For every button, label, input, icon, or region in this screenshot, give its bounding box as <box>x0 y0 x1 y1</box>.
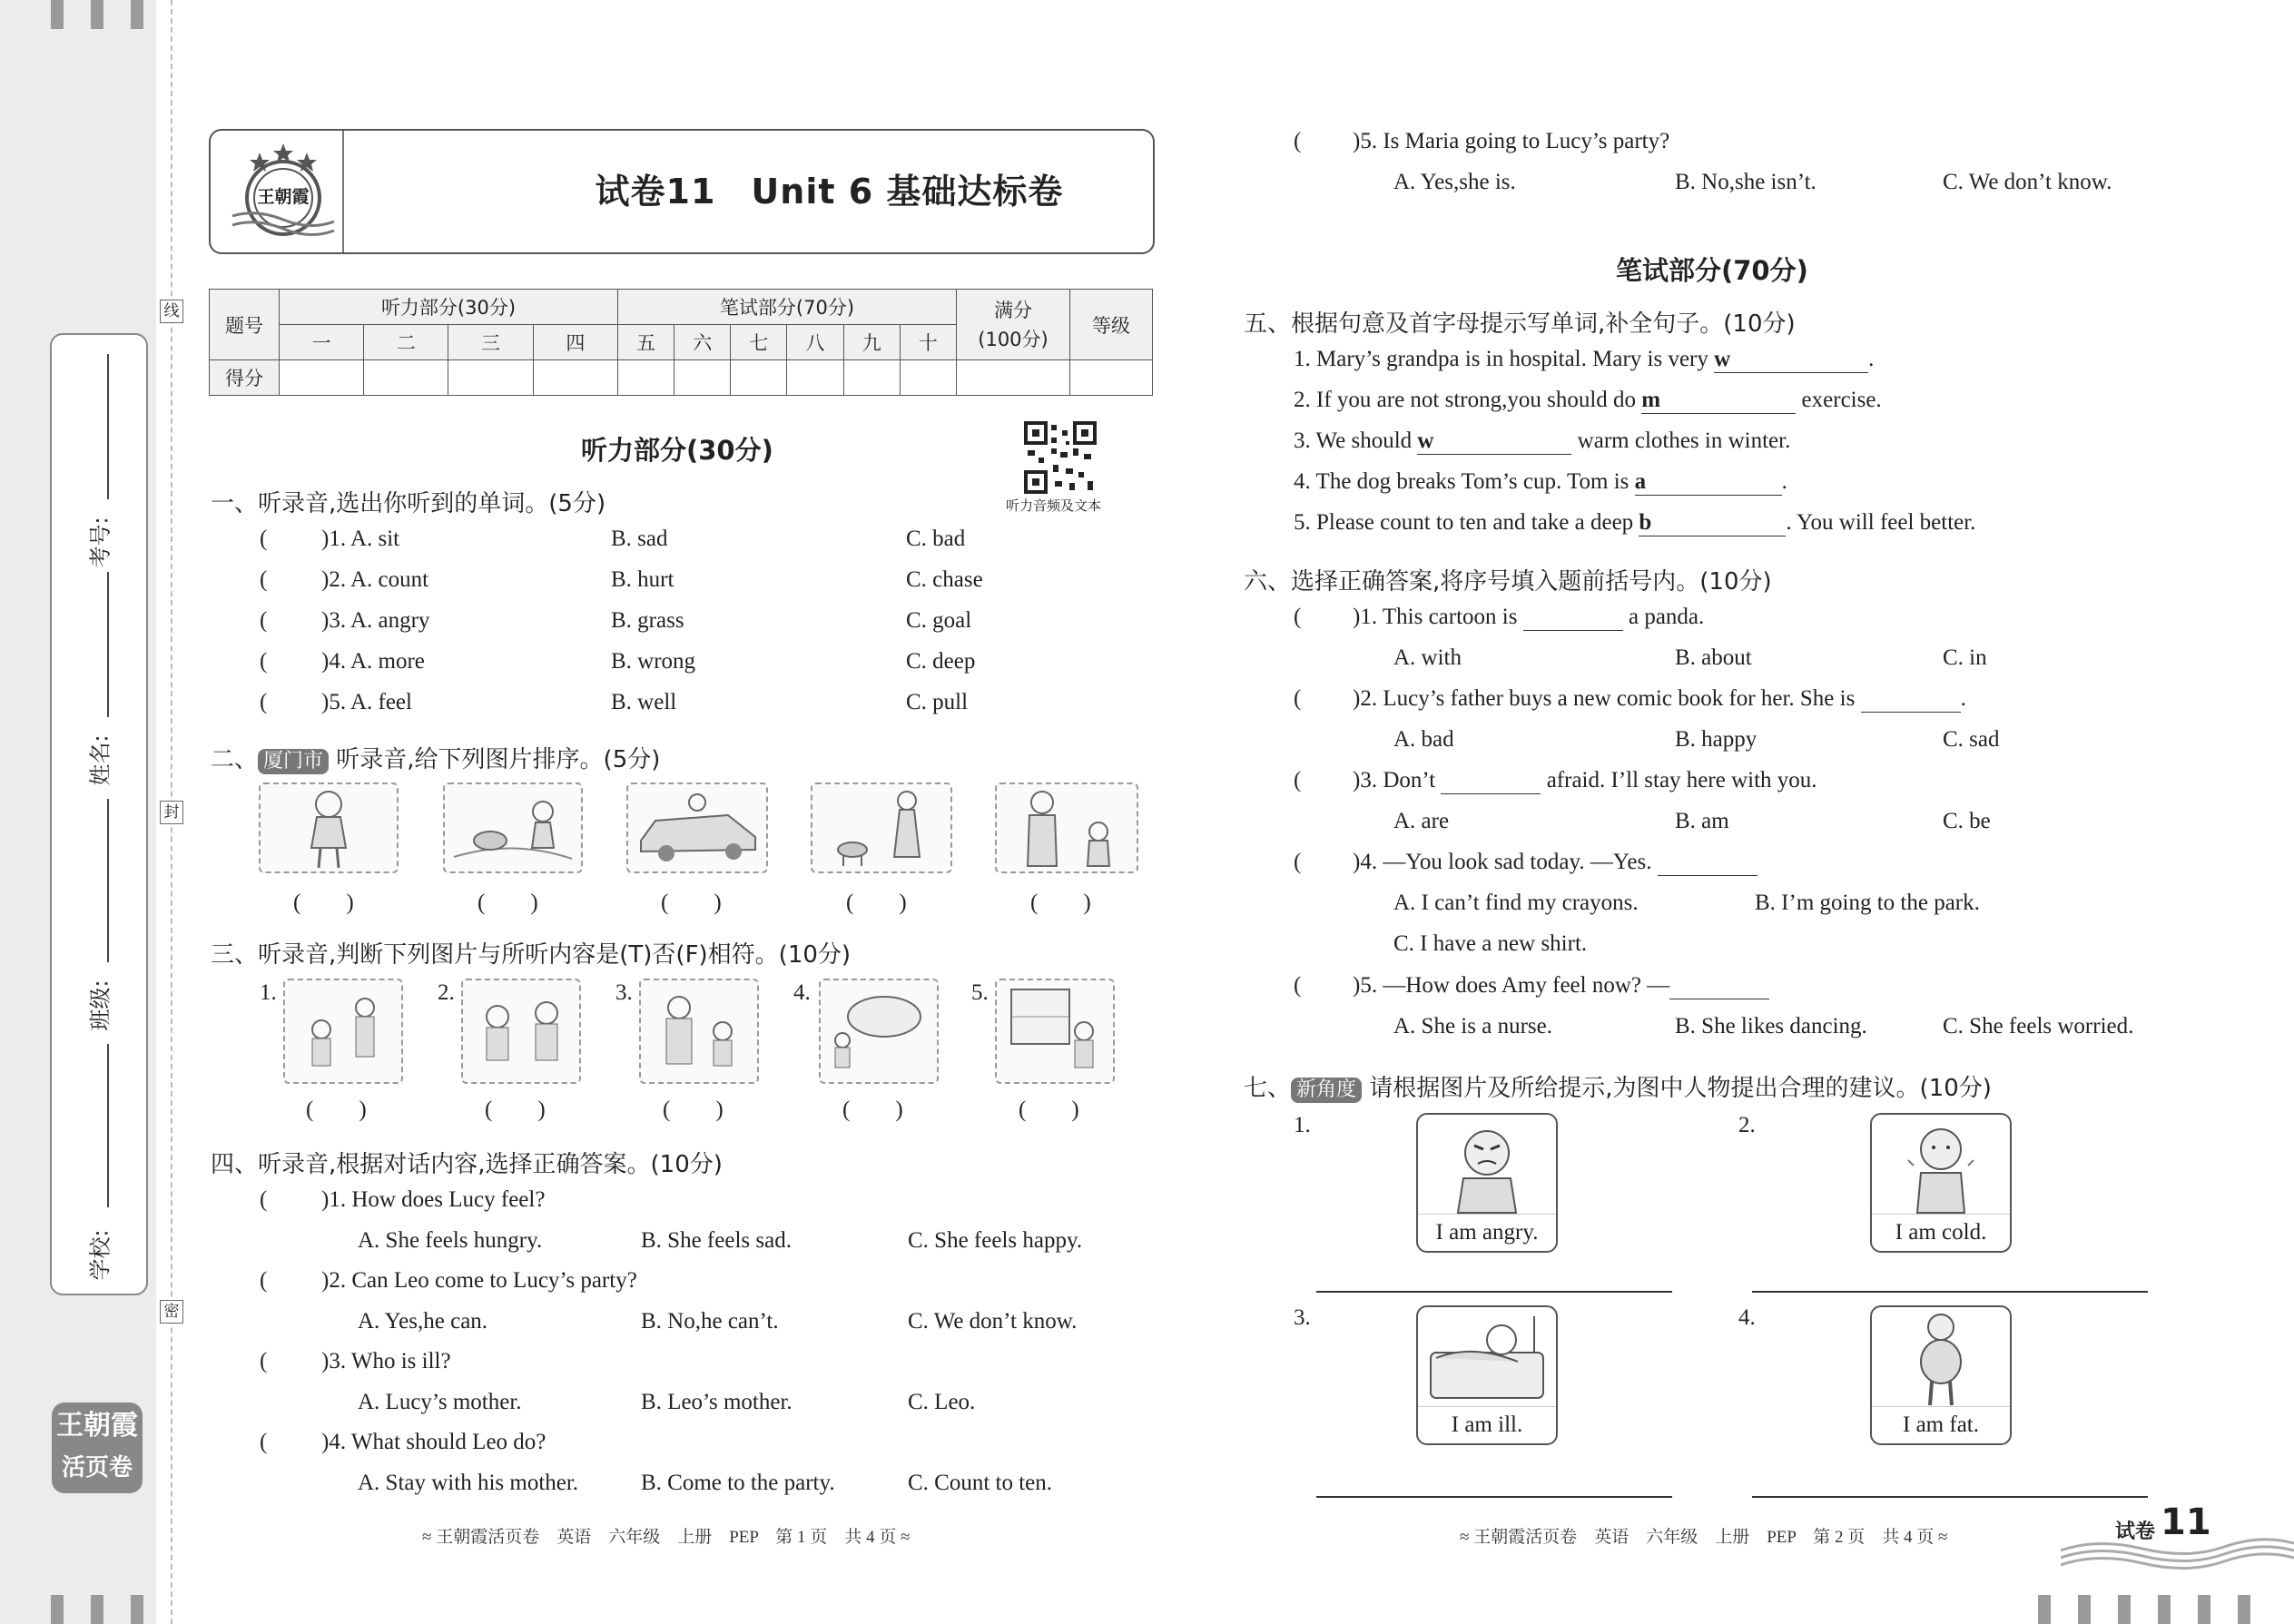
s5-item-3-post: warm clothes in winter. <box>1571 428 1791 453</box>
score-cell[interactable] <box>731 360 787 396</box>
s1-q3: )3. A. angry <box>321 608 430 633</box>
s4-q2: )2. Can Leo come to Lucy’s party? <box>321 1268 637 1293</box>
s4-q3-a: A. Lucy’s mother. <box>358 1390 522 1414</box>
picture-girl <box>259 782 399 873</box>
s6-q2-post: . <box>1960 686 1966 711</box>
s3-picture-4 <box>819 979 939 1084</box>
s5-item-5 <box>1294 510 1975 536</box>
score-cell[interactable] <box>533 360 617 396</box>
s6-q3-c: C. be <box>1943 809 1991 833</box>
s6-paren: ( <box>1294 973 1302 998</box>
s1-q1-c: C. bad <box>906 527 966 551</box>
score-table-total-line2: (100分) <box>978 328 1049 350</box>
s6-paren: ( <box>1294 768 1302 792</box>
footer-right: ≈ 王朝霞活页卷 英语 六年级 上册 PEP 第 2 页 共 4 页 ≈ <box>1460 1528 1948 1547</box>
s6-q4-pre: )4. —You look sad today. —Yes. <box>1353 850 1658 874</box>
score-cell[interactable] <box>957 360 1070 396</box>
name-field[interactable] <box>107 572 109 717</box>
s7-answer-line-3[interactable] <box>1316 1496 1672 1498</box>
s1-paren: ( <box>260 608 268 633</box>
brand-badge-top: 王朝霞 <box>56 1410 138 1442</box>
s6-q2-blank[interactable] <box>1861 686 1961 713</box>
s7-card-ill-caption: I am ill. <box>1418 1406 1556 1443</box>
s6-q1-blank[interactable] <box>1523 605 1623 631</box>
s6-paren: ( <box>1294 686 1302 711</box>
picture-woman-dog <box>811 782 952 873</box>
s6-q2-c: C. sad <box>1943 727 2000 752</box>
score-table-listening: 听力部分(30分) <box>280 290 618 325</box>
s5-item-3 <box>1294 428 1790 455</box>
order-paren[interactable]: ( ) <box>661 891 722 915</box>
brand-badge <box>52 1403 143 1493</box>
brand-badge-bottom: 活页卷 <box>61 1454 133 1481</box>
s1-q5: )5. A. feel <box>321 690 412 714</box>
score-table-col: 六 <box>674 325 731 360</box>
s1-q3-c: C. goal <box>906 608 972 633</box>
s1-paren: ( <box>260 527 268 551</box>
score-cell[interactable] <box>448 360 533 396</box>
s7-num-3: 3. <box>1294 1305 1311 1330</box>
student-info-box <box>50 333 148 1295</box>
s6-q1-b: B. about <box>1675 645 1752 670</box>
section6-title: 六、选择正确答案,将序号填入题前括号内。(10分) <box>1244 568 1772 595</box>
score-table-no-label: 题号 <box>210 290 280 360</box>
seal-char-seal: 封 <box>160 801 183 824</box>
qr-caption: 听力音频及文本 <box>1006 497 1102 514</box>
edge-mark <box>2198 1595 2210 1624</box>
s5-item-2 <box>1294 388 1882 414</box>
edge-mark <box>2238 1595 2250 1624</box>
region-tag: 厦门市 <box>258 749 329 774</box>
s4-q2-a: A. Yes,he can. <box>358 1309 488 1334</box>
s3-num: 4. <box>793 980 811 1005</box>
score-table <box>209 289 1153 396</box>
s6-q4-c: C. I have a new shirt. <box>1393 931 1588 956</box>
s6-q2-a: A. bad <box>1393 727 1454 752</box>
s3-num: 2. <box>438 980 455 1005</box>
s1-q1-b: B. sad <box>611 527 668 551</box>
score-table-col: 八 <box>787 325 843 360</box>
s4-q5: )5. Is Maria going to Lucy’s party? <box>1353 129 1670 153</box>
s6-q2-b: B. happy <box>1675 727 1757 752</box>
s1-q1: )1. A. sit <box>321 527 400 551</box>
exam-header <box>209 129 1155 254</box>
school-label: 学校: <box>87 1229 113 1281</box>
s5-item-4-pre: 4. The dog breaks Tom’s cup. Tom is <box>1294 469 1635 494</box>
score-table-col: 二 <box>364 325 448 360</box>
s4-q2-b: B. No,he can’t. <box>641 1309 779 1334</box>
score-cell[interactable] <box>674 360 731 396</box>
name-label: 姓名: <box>87 734 113 786</box>
order-paren[interactable]: ( ) <box>846 891 907 915</box>
s3-picture-5 <box>995 979 1115 1084</box>
s1-q2-c: C. chase <box>906 567 983 592</box>
class-label: 班级: <box>87 979 113 1031</box>
s4-q5-b: B. No,she isn’t. <box>1675 170 1816 194</box>
s5-item-4 <box>1294 469 1787 496</box>
s5-blank-2-letter: m <box>1641 388 1661 412</box>
s4-q5-c: C. We don’t know. <box>1943 170 2112 194</box>
s6-q5-c: C. She feels worried. <box>1943 1014 2134 1038</box>
s5-blank-2[interactable] <box>1641 388 1796 414</box>
s6-q1-post: a panda. <box>1622 605 1705 629</box>
s4-q4-b: B. Come to the party. <box>641 1471 835 1495</box>
s3-picture-1 <box>283 979 403 1084</box>
publisher-seal-text: 王朝霞 <box>257 187 310 207</box>
s1-q5-c: C. pull <box>906 690 969 714</box>
s6-q3 <box>1353 768 1817 794</box>
score-cell[interactable] <box>617 360 674 396</box>
s6-paren: ( <box>1294 850 1302 874</box>
tf-paren[interactable]: ( ) <box>663 1097 724 1122</box>
writing-heading: 笔试部分(70分) <box>1616 255 1808 286</box>
exam-no-field[interactable] <box>107 354 109 499</box>
s7-card-cold <box>1870 1113 2012 1253</box>
section2-title <box>211 741 660 774</box>
school-field[interactable] <box>107 1044 109 1207</box>
s1-paren: ( <box>260 649 268 674</box>
s6-q5-a: A. She is a nurse. <box>1393 1014 1552 1038</box>
s1-q2: )2. A. count <box>321 567 429 592</box>
s6-q5-pre: )5. —How does Amy feel now? — <box>1353 973 1670 998</box>
exam-no-label: 考号: <box>87 517 113 568</box>
s4-q1: )1. How does Lucy feel? <box>321 1187 546 1212</box>
edge-mark <box>91 0 103 29</box>
edge-mark <box>91 1595 103 1624</box>
s6-q5 <box>1353 973 1769 999</box>
footer-left: ≈ 王朝霞活页卷 英语 六年级 上册 PEP 第 1 页 共 4 页 ≈ <box>422 1528 911 1547</box>
s6-q1-a: A. with <box>1393 645 1462 670</box>
new-angle-tag: 新角度 <box>1291 1078 1362 1103</box>
picture-car <box>626 782 768 873</box>
s4-q1-b: B. She feels sad. <box>641 1228 792 1253</box>
s4-q4-c: C. Count to ten. <box>908 1471 1053 1495</box>
section4-title: 四、听录音,根据对话内容,选择正确答案。(10分) <box>211 1151 723 1178</box>
s6-q1-c: C. in <box>1943 645 1987 670</box>
s5-item-4-post: . <box>1781 469 1787 494</box>
score-table-col: 七 <box>731 325 787 360</box>
s5-item-5-post: . You will feel better. <box>1786 510 1976 535</box>
s1-q4: )4. A. more <box>321 649 425 674</box>
edge-mark <box>51 0 64 29</box>
s6-paren: ( <box>1294 605 1302 629</box>
s6-q3-blank[interactable] <box>1441 768 1541 794</box>
tf-paren[interactable]: ( ) <box>485 1097 546 1122</box>
s6-q4 <box>1353 850 1757 876</box>
s3-num: 1. <box>260 980 277 1005</box>
tf-paren[interactable]: ( ) <box>1019 1097 1079 1122</box>
score-table-total <box>957 290 1070 360</box>
s6-q1-pre: )1. This cartoon is <box>1353 605 1523 629</box>
s5-item-2-post: exercise. <box>1796 388 1882 412</box>
score-cell[interactable] <box>900 360 956 396</box>
s4-q3-b: B. Leo’s mother. <box>641 1390 793 1414</box>
s7-num-1: 1. <box>1294 1113 1311 1137</box>
score-table-col: 九 <box>843 325 900 360</box>
tf-paren[interactable]: ( ) <box>842 1097 903 1122</box>
section3-title: 三、听录音,判断下列图片与所听内容是(T)否(F)相符。(10分) <box>211 941 852 969</box>
exam-title: 试卷11 Unit 6 基础达标卷 <box>595 172 1064 212</box>
edge-mark <box>2078 1595 2091 1624</box>
s5-blank-1[interactable] <box>1714 347 1868 373</box>
footer-left-text: 王朝霞活页卷 英语 六年级 上册 PEP 第 1 页 共 4 页 <box>436 1528 897 1547</box>
section2-text: 听录音,给下列图片排序。(5分) <box>336 746 661 773</box>
s4-paren: ( <box>260 1268 268 1293</box>
score-cell[interactable] <box>280 360 364 396</box>
s6-q2 <box>1353 686 1966 713</box>
s5-blank-4[interactable] <box>1635 469 1782 496</box>
score-table-col: 三 <box>448 325 533 360</box>
s4-q3-c: C. Leo. <box>908 1390 976 1414</box>
s1-paren: ( <box>260 690 268 714</box>
picture-man-boy <box>995 782 1138 873</box>
section1-title: 一、听录音,选出你听到的单词。(5分) <box>211 490 606 517</box>
s4-q1-a: A. She feels hungry. <box>358 1228 543 1253</box>
edge-mark <box>2118 1595 2131 1624</box>
s4-paren: ( <box>260 1349 268 1373</box>
score-table-grade: 等级 <box>1070 290 1153 360</box>
score-cell[interactable] <box>787 360 843 396</box>
s6-q3-pre: )3. Don’t <box>1353 768 1442 792</box>
s3-picture-3 <box>639 979 759 1084</box>
score-table-col: 十 <box>900 325 956 360</box>
s4-paren: ( <box>260 1187 268 1212</box>
s4-paren: ( <box>260 1430 268 1454</box>
score-table-score-label: 得分 <box>210 360 280 396</box>
class-field[interactable] <box>107 799 109 962</box>
s7-num-4: 4. <box>1738 1305 1756 1330</box>
s7-card-ill <box>1416 1305 1558 1445</box>
s3-num: 3. <box>615 980 633 1005</box>
s4-q1-c: C. She feels happy. <box>908 1228 1083 1253</box>
order-paren[interactable]: ( ) <box>478 891 538 915</box>
header-divider <box>342 131 344 252</box>
score-table-col: 四 <box>533 325 617 360</box>
s7-card-cold-caption: I am cold. <box>1872 1214 2010 1251</box>
score-table-writing: 笔试部分(70分) <box>617 290 956 325</box>
score-cell[interactable] <box>1070 360 1153 396</box>
s3-num: 5. <box>971 980 989 1005</box>
s6-q5-blank[interactable] <box>1669 973 1769 999</box>
s1-q5-b: B. well <box>611 690 677 714</box>
order-paren[interactable]: ( ) <box>293 891 354 915</box>
s5-item-1-post: . <box>1868 347 1875 371</box>
page-badge <box>2061 1498 2294 1570</box>
s5-item-3-pre: 3. We should <box>1294 428 1418 453</box>
s7-answer-line-2[interactable] <box>1752 1291 2148 1293</box>
s7-card-fat-caption: I am fat. <box>1872 1406 2010 1443</box>
s7-card-angry-caption: I am angry. <box>1418 1214 1556 1251</box>
s6-q4-blank[interactable] <box>1658 850 1757 876</box>
section7-prefix: 七、 <box>1244 1075 1292 1102</box>
s7-num-2: 2. <box>1738 1113 1756 1137</box>
s4-q4: )4. What should Leo do? <box>321 1430 546 1454</box>
s5-blank-3[interactable] <box>1417 428 1571 455</box>
s6-q3-post: afraid. I’ll stay here with you. <box>1541 768 1817 792</box>
s6-q3-a: A. are <box>1393 809 1450 833</box>
score-cell[interactable] <box>364 360 448 396</box>
s1-q4-c: C. deep <box>906 649 976 674</box>
seal-char-line: 线 <box>160 300 183 323</box>
s5-item-5-pre: 5. Please count to ten and take a deep <box>1294 510 1639 535</box>
s1-q2-b: B. hurt <box>611 567 674 592</box>
section2-prefix: 二、 <box>211 746 259 773</box>
s6-q4-b: B. I’m going to the park. <box>1755 891 1980 915</box>
s1-q3-b: B. grass <box>611 608 684 633</box>
seal-char-secret: 密 <box>160 1300 183 1324</box>
s6-q5-b: B. She likes dancing. <box>1675 1014 1867 1038</box>
s6-q4-a: A. I can’t find my crayons. <box>1393 891 1639 915</box>
s6-q3-b: B. am <box>1675 809 1729 833</box>
score-cell[interactable] <box>843 360 900 396</box>
s7-card-fat <box>1870 1305 2012 1445</box>
s4-q5-a: A. Yes,she is. <box>1393 170 1516 194</box>
edge-mark <box>2158 1595 2171 1624</box>
s5-item-2-pre: 2. If you are not strong,you should do <box>1294 388 1642 412</box>
publisher-seal <box>229 140 338 241</box>
s6-q2-pre: )2. Lucy’s father buys a new comic book for her. She is <box>1353 686 1861 711</box>
score-table-total-line1: 满分 <box>994 299 1032 321</box>
s5-item-1 <box>1294 347 1874 373</box>
s4-q2-c: C. We don’t know. <box>908 1309 1078 1334</box>
edge-mark <box>51 1595 64 1624</box>
footer-right-text: 王朝霞活页卷 英语 六年级 上册 PEP 第 2 页 共 4 页 <box>1473 1528 1935 1547</box>
s5-blank-5[interactable] <box>1639 510 1786 536</box>
qr-code[interactable] <box>1024 421 1097 494</box>
s5-item-1-pre: 1. Mary’s grandpa is in hospital. Mary is very <box>1294 347 1715 371</box>
edge-mark <box>2038 1595 2051 1624</box>
s4-q4-a: A. Stay with his mother. <box>358 1471 579 1495</box>
s5-blank-5-letter: b <box>1639 510 1652 535</box>
s7-card-angry <box>1416 1113 1558 1253</box>
edge-mark <box>131 0 143 29</box>
s1-q4-b: B. wrong <box>611 649 696 674</box>
page-badge-number: 11 <box>2161 1501 2211 1543</box>
s4-q3: )3. Who is ill? <box>321 1349 451 1373</box>
section7-title <box>1244 1069 1992 1103</box>
s7-answer-line-1[interactable] <box>1316 1291 1672 1293</box>
s3-picture-2 <box>461 979 581 1084</box>
s4-paren: ( <box>1294 129 1302 153</box>
tf-paren[interactable]: ( ) <box>306 1097 367 1122</box>
score-table-col: 五 <box>617 325 674 360</box>
listening-heading: 听力部分(30分) <box>581 435 773 466</box>
s5-blank-3-letter: w <box>1417 428 1434 453</box>
page-badge-label: 试卷 <box>2115 1521 2156 1543</box>
s5-blank-4-letter: a <box>1634 469 1647 494</box>
s5-blank-1-letter: w <box>1714 347 1731 371</box>
edge-mark <box>131 1595 143 1624</box>
score-table-col: 一 <box>280 325 364 360</box>
picture-dog-chase <box>443 782 583 873</box>
s1-paren: ( <box>260 567 268 592</box>
section5-title: 五、根据句意及首字母提示写单词,补全句子。(10分) <box>1244 310 1796 338</box>
order-paren[interactable]: ( ) <box>1030 891 1091 915</box>
section7-text: 请根据图片及所给提示,为图中人物提出合理的建议。(10分) <box>1369 1075 1992 1102</box>
s6-q1 <box>1353 605 1704 631</box>
